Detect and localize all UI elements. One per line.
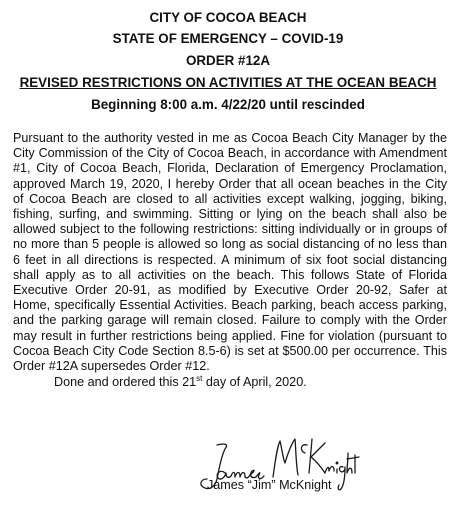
done-line-end: day of April, 2020. — [202, 375, 307, 389]
done-and-ordered-line — [54, 375, 307, 390]
effective-date: Beginning 8:00 a.m. 4/22/20 until rescinded — [91, 97, 365, 112]
order-body-paragraph: Pursuant to the authority vested in me as Cocoa Beach City Manager by the City Commission of the City of Cocoa Beach, in accordance with Amendment #1, City of Cocoa Beach, Florida, Declaration of Emergency Proclamation, approved March 19, 2020, I hereby Order that all ocean beaches in the City of Cocoa Beach are closed to all activities except walking, jogging, biking, fishing, surfing, and swimming. Sitting or lying on the beach shall also be allowed subject to the following restrictions: sitting individually or in groups of no more than 5 people is allowed so long as social distancing of no less than 6 feet in all directions is respected. A minimum of six foot social distancing shall apply as to all activities on the beach. This follows State of Florida Executive Order 20-91, as modified by Executive Order 20-92, Safer at Home, specifically Essential Activities. Beach parking, beach access parking, and the parking garage will remain closed. Failure to comply with the Order may result in further restrictions being applied. Fine for violation (pursuant to Cocoa Beach City Code Section 8.5-6) is set at $500.00 per occurrence. This Order #12A supersedes Order #12. — [13, 131, 447, 374]
order-number: ORDER #12A — [185, 53, 271, 68]
order-subject: REVISED RESTRICTIONS ON ACTIVITIES AT THE OCEAN BEACH — [19, 75, 437, 90]
handwritten-signature — [195, 433, 360, 511]
emergency-title: STATE OF EMERGENCY – COVID-19 — [112, 31, 344, 46]
city-title: CITY OF COCOA BEACH — [149, 10, 307, 25]
done-line-start: Done and ordered this 21 — [54, 375, 197, 389]
signer-name: James “Jim” McKnight — [207, 478, 332, 492]
date-ordinal-suffix: st — [196, 374, 203, 383]
